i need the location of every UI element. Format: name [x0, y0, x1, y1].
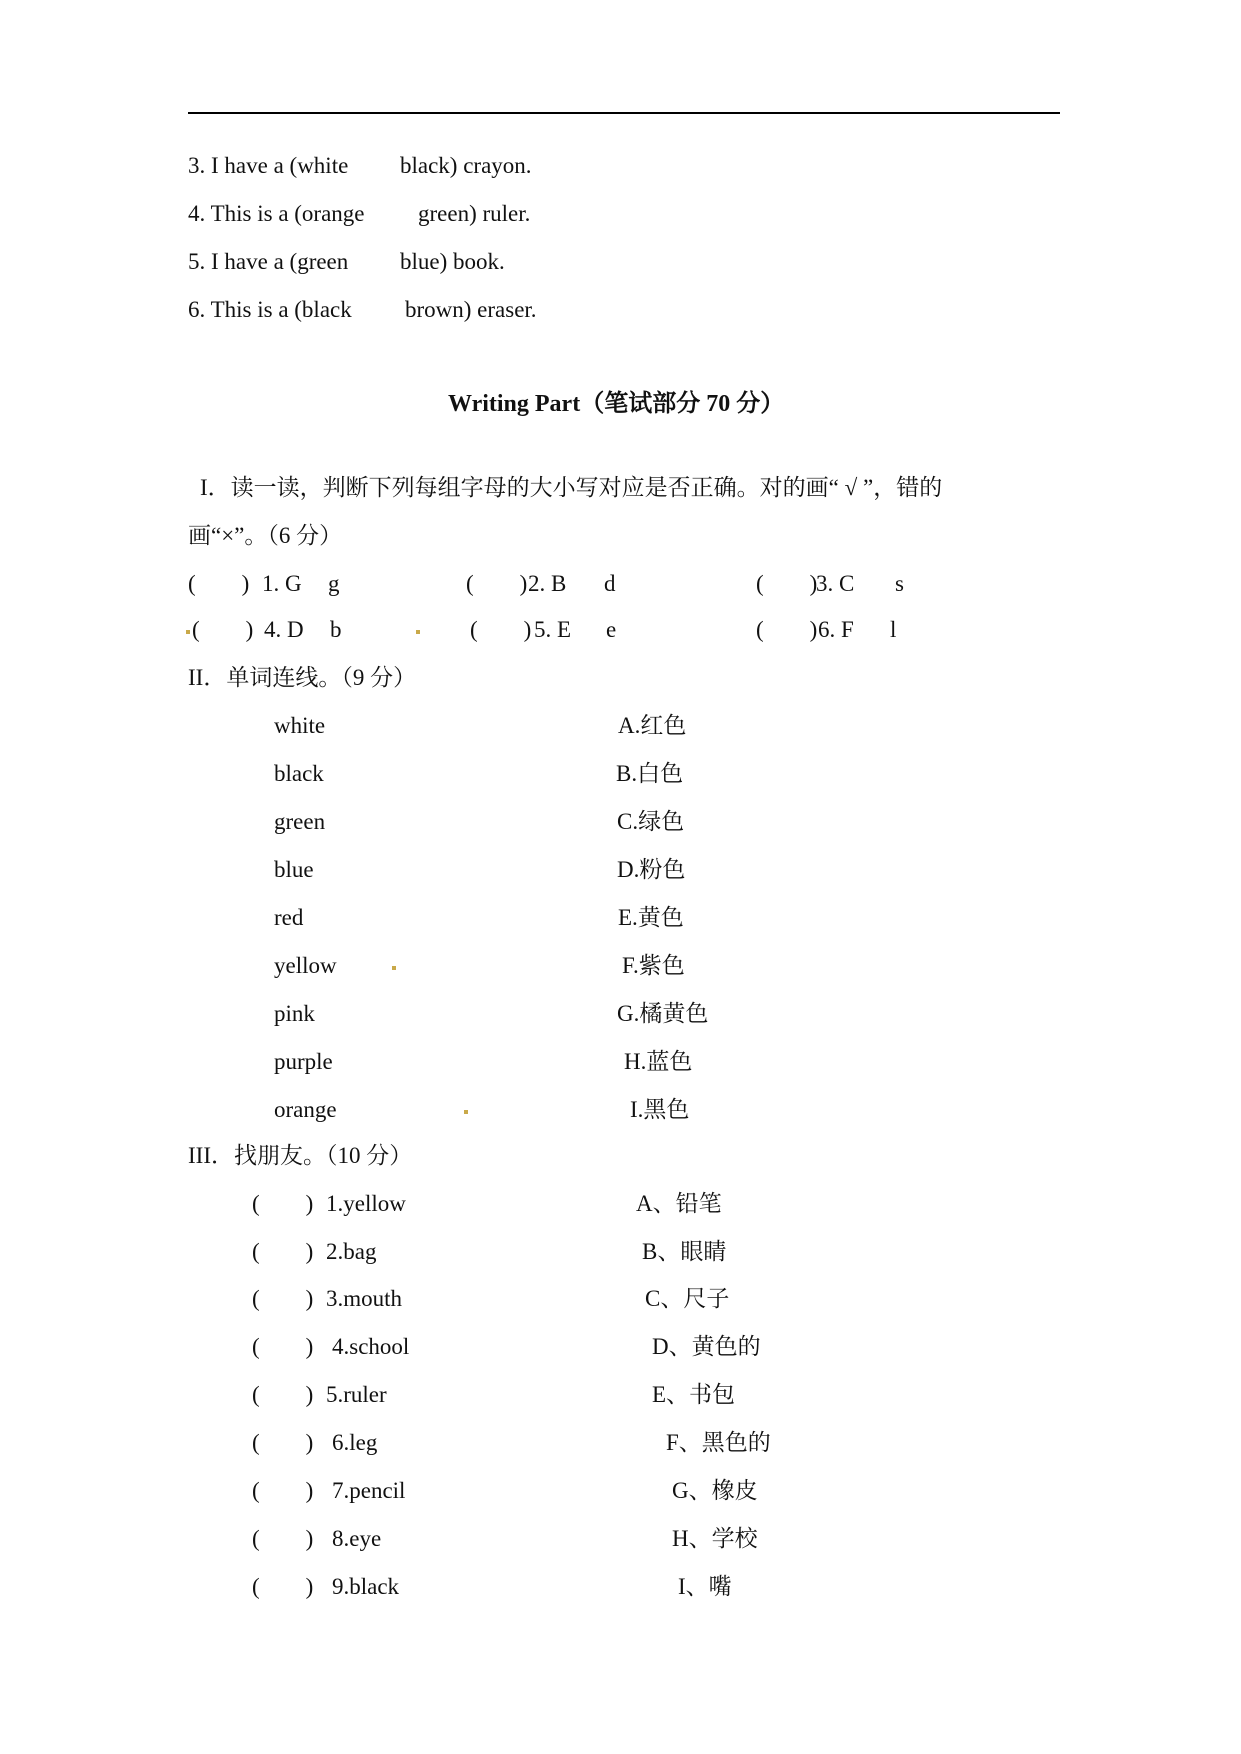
stray-mark: [186, 630, 190, 634]
match-word-9: 9.black: [332, 1574, 400, 1599]
stray-mark: [392, 966, 396, 970]
section3-title: III．找朋友。（10 分）: [188, 1143, 413, 1168]
meaning-d: D.粉色: [617, 857, 686, 882]
meaning-c: C.绿色: [617, 809, 685, 834]
item-4-pair: b: [330, 617, 342, 642]
item-3-label: 3. C: [816, 571, 855, 596]
match-word-6: 6.leg: [332, 1430, 378, 1455]
stray-mark: [416, 630, 420, 634]
word-black: black: [274, 761, 324, 786]
word-pink: pink: [274, 1001, 315, 1026]
match-meaning-a: A、铅笔: [636, 1191, 722, 1216]
match-paren-6: ( ): [252, 1430, 314, 1455]
section2-title: II．单词连线。（9 分）: [188, 665, 417, 690]
item-2-label: 2. B: [528, 571, 567, 596]
meaning-a: A.红色: [618, 713, 687, 738]
sentence-6-start: 6. This is a (black: [188, 297, 352, 322]
sentence-5-end: blue) book.: [400, 249, 505, 274]
item-1-label: 1. G: [262, 571, 302, 596]
match-paren-8: ( ): [252, 1526, 314, 1551]
section1-instruction-line2: 画“×”。（6 分）: [188, 523, 343, 548]
match-word-3: 3.mouth: [326, 1286, 403, 1311]
match-word-7: 7.pencil: [332, 1478, 406, 1503]
word-orange: orange: [274, 1097, 337, 1122]
section1-instruction-line1: I．读一读，判断下列每组字母的大小写对应是否正确。对的画“ √ ”，错的: [200, 475, 943, 500]
sentence-4-start: 4. This is a (orange: [188, 201, 365, 226]
match-meaning-b: B、眼睛: [642, 1239, 727, 1264]
item-3-pair: s: [895, 571, 904, 596]
item-6-pair: l: [890, 617, 897, 642]
match-paren-5: ( ): [252, 1382, 314, 1407]
match-paren-4: ( ): [252, 1334, 314, 1359]
match-paren-7: ( ): [252, 1478, 314, 1503]
item-5-label: 5. E: [534, 617, 572, 642]
match-paren-2: ( ): [252, 1239, 314, 1264]
sentence-6-end: brown) eraser.: [405, 297, 537, 322]
answer-paren-4: ( ): [192, 617, 254, 642]
item-2-pair: d: [604, 571, 616, 596]
meaning-i: I.黑色: [630, 1097, 690, 1122]
word-green: green: [274, 809, 326, 834]
meaning-e: E.黄色: [618, 905, 684, 930]
sentence-5-start: 5. I have a (green: [188, 249, 349, 274]
writing-part-title: Writing Part（笔试部分 70 分）: [448, 391, 785, 417]
match-word-2: 2.bag: [326, 1239, 377, 1264]
match-paren-3: ( ): [252, 1286, 314, 1311]
match-paren-1: ( ): [252, 1191, 314, 1216]
match-meaning-e: E、书包: [652, 1382, 736, 1407]
answer-paren-1: ( ): [188, 571, 250, 596]
match-word-5: 5.ruler: [326, 1382, 387, 1407]
word-blue: blue: [274, 857, 314, 882]
answer-paren-3: ( ): [756, 571, 818, 596]
match-word-4: 4.school: [332, 1334, 410, 1359]
answer-paren-5: ( ): [470, 617, 532, 642]
meaning-f: F.紫色: [622, 953, 685, 978]
word-red: red: [274, 905, 304, 930]
match-meaning-g: G、橡皮: [672, 1478, 758, 1503]
item-4-label: 4. D: [264, 617, 304, 642]
header-rule: [188, 112, 1060, 114]
match-meaning-c: C、尺子: [645, 1286, 730, 1311]
item-5-pair: e: [606, 617, 617, 642]
meaning-b: B.白色: [616, 761, 684, 786]
word-purple: purple: [274, 1049, 333, 1074]
match-paren-9: ( ): [252, 1574, 314, 1599]
match-meaning-h: H、学校: [672, 1526, 758, 1551]
word-white: white: [274, 713, 326, 738]
sentence-4-end: green) ruler.: [418, 201, 531, 226]
stray-mark: [464, 1110, 468, 1114]
sentence-3-end: black) crayon.: [400, 153, 532, 178]
item-6-label: 6. F: [818, 617, 854, 642]
match-word-1: 1.yellow: [326, 1191, 406, 1216]
match-meaning-d: D、黄色的: [652, 1334, 761, 1359]
meaning-h: H.蓝色: [624, 1049, 693, 1074]
match-meaning-i: I、嘴: [678, 1574, 732, 1599]
answer-paren-6: ( ): [756, 617, 818, 642]
meaning-g: G.橘黄色: [617, 1001, 709, 1026]
answer-paren-2: ( ): [466, 571, 528, 596]
word-yellow: yellow: [274, 953, 337, 978]
item-1-pair: g: [328, 571, 340, 596]
match-meaning-f: F、黑色的: [666, 1430, 771, 1455]
sentence-3-start: 3. I have a (white: [188, 153, 349, 178]
match-word-8: 8.eye: [332, 1526, 382, 1551]
